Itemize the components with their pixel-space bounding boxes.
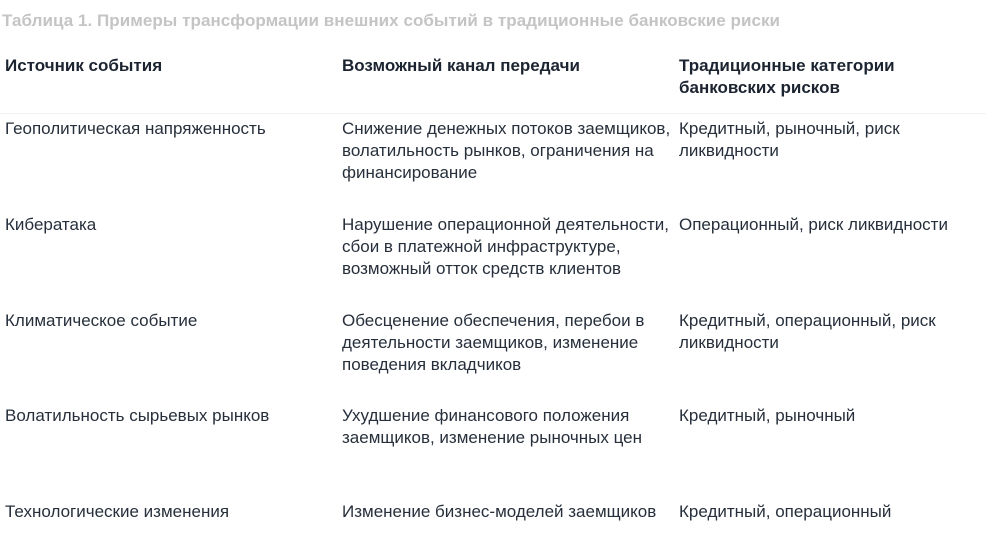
table-row (0, 114, 986, 211)
cell-event-source: Технологические изменения (5, 502, 230, 521)
cell-risk-categories: Кредитный, операционный (679, 502, 892, 521)
table-header-row (0, 55, 986, 114)
cell-risk-categories: Кредитный, рыночный, риск ликвидности (679, 119, 900, 160)
table-row (0, 401, 986, 497)
table-row (0, 306, 986, 401)
table-caption: Таблица 1. Примеры трансформации внешних событий в традиционные банковские риски (2, 11, 781, 30)
cell-event-source: Климатическое событие (5, 311, 198, 330)
cell-risk-categories: Кредитный, рыночный (679, 406, 856, 425)
table-row (0, 497, 986, 545)
cell-event-source: Геополитическая напряженность (5, 119, 266, 138)
cell-transmission-channel: Изменение бизнес-моделей заемщиков (342, 502, 657, 521)
cell-event-source: Волатильность сырьевых рынков (5, 406, 270, 425)
cell-transmission-channel: Ухудшение финансового положения заемщиков, изменение рыночных цен (342, 406, 642, 447)
cell-event-source: Кибератака (5, 215, 97, 234)
cell-risk-categories: Операционный, риск ликвидности (679, 215, 948, 234)
cell-transmission-channel: Обесценение обеспечения, перебои в деятельности заемщиков, изменение поведения вкладчиков (342, 311, 645, 374)
risk-transformation-table (0, 55, 986, 545)
cell-risk-categories: Кредитный, операционный, риск ликвидности (679, 311, 936, 352)
header-risk-categories: Традиционные категории банковских рисков (674, 55, 986, 114)
cell-transmission-channel: Снижение денежных потоков заемщиков, волатильность рынков, ограничения на финансирование (342, 119, 671, 182)
header-event-source: Источник события (0, 55, 337, 114)
header-transmission-channel: Возможный канал передачи (337, 55, 674, 114)
table-row (0, 210, 986, 306)
cell-transmission-channel: Нарушение операционной деятельности, сбои в платежной инфраструктуре, возможный отток средств клиентов (342, 215, 670, 278)
